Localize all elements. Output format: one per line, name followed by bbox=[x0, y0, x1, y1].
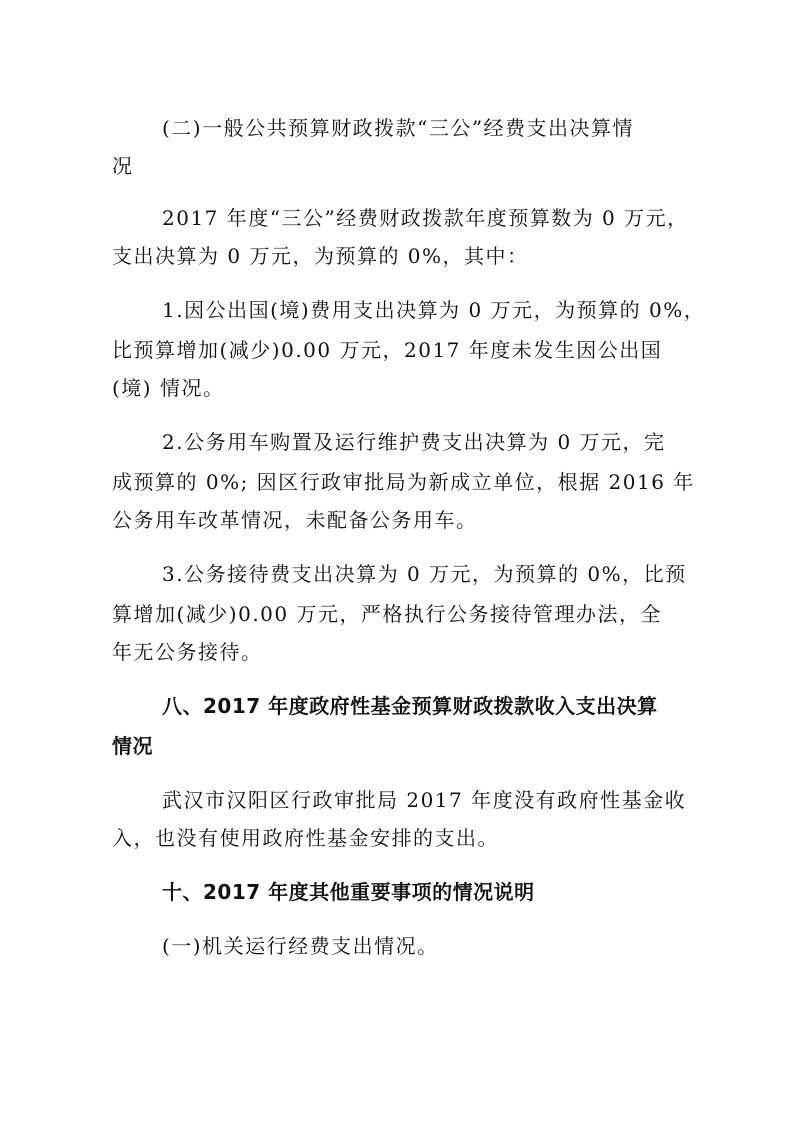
subsection-heading-operating-expenses: (一)机关运行经费支出情况。 bbox=[162, 934, 439, 958]
item-overseas-travel-line: 比预算增加(减少)0.00 万元，2017 年度未发生因公出国 bbox=[112, 338, 663, 362]
summary-paragraph-line: 2017 年度“三公”经费财政拨款年度预算数为 0 万元， bbox=[162, 206, 689, 230]
item-official-vehicles-line: 2.公务用车购置及运行维护费支出决算为 0 万元，完 bbox=[162, 430, 666, 454]
subsection-heading-three-public-expenses: (二)一般公共预算财政拨款“三公”经费支出决算情 bbox=[162, 116, 635, 140]
item-official-vehicles-line: 公务用车改革情况，未配备公务用车。 bbox=[112, 508, 478, 532]
section-heading-continuation: 情况 bbox=[112, 734, 153, 758]
item-overseas-travel-line: 1.因公出国(境)费用支出决算为 0 万元，为预算的 0%， bbox=[162, 298, 706, 322]
item-overseas-travel-line: (境) 情况。 bbox=[112, 376, 225, 400]
subsection-heading-continuation: 况 bbox=[112, 154, 134, 178]
item-official-reception-line: 算增加(减少)0.00 万元，严格执行公务接待管理办法，全 bbox=[112, 602, 662, 626]
government-fund-paragraph-line: 武汉市汉阳区行政审批局 2017 年度没有政府性基金收 bbox=[162, 788, 687, 812]
item-official-reception-line: 年无公务接待。 bbox=[112, 640, 263, 664]
item-official-vehicles-line: 成预算的 0%; 因区行政审批局为新成立单位，根据 2016 年 bbox=[112, 470, 695, 494]
item-official-reception-line: 3.公务接待费支出决算为 0 万元，为预算的 0%，比预 bbox=[162, 562, 687, 586]
section-heading-government-fund: 八、2017 年度政府性基金预算财政拨款收入支出决算 bbox=[162, 694, 658, 718]
summary-paragraph-line: 支出决算为 0 万元，为预算的 0%，其中： bbox=[112, 244, 529, 268]
section-heading-other-matters: 十、2017 年度其他重要事项的情况说明 bbox=[162, 880, 535, 904]
government-fund-paragraph-line: 入，也没有使用政府性基金安排的支出。 bbox=[112, 826, 499, 850]
